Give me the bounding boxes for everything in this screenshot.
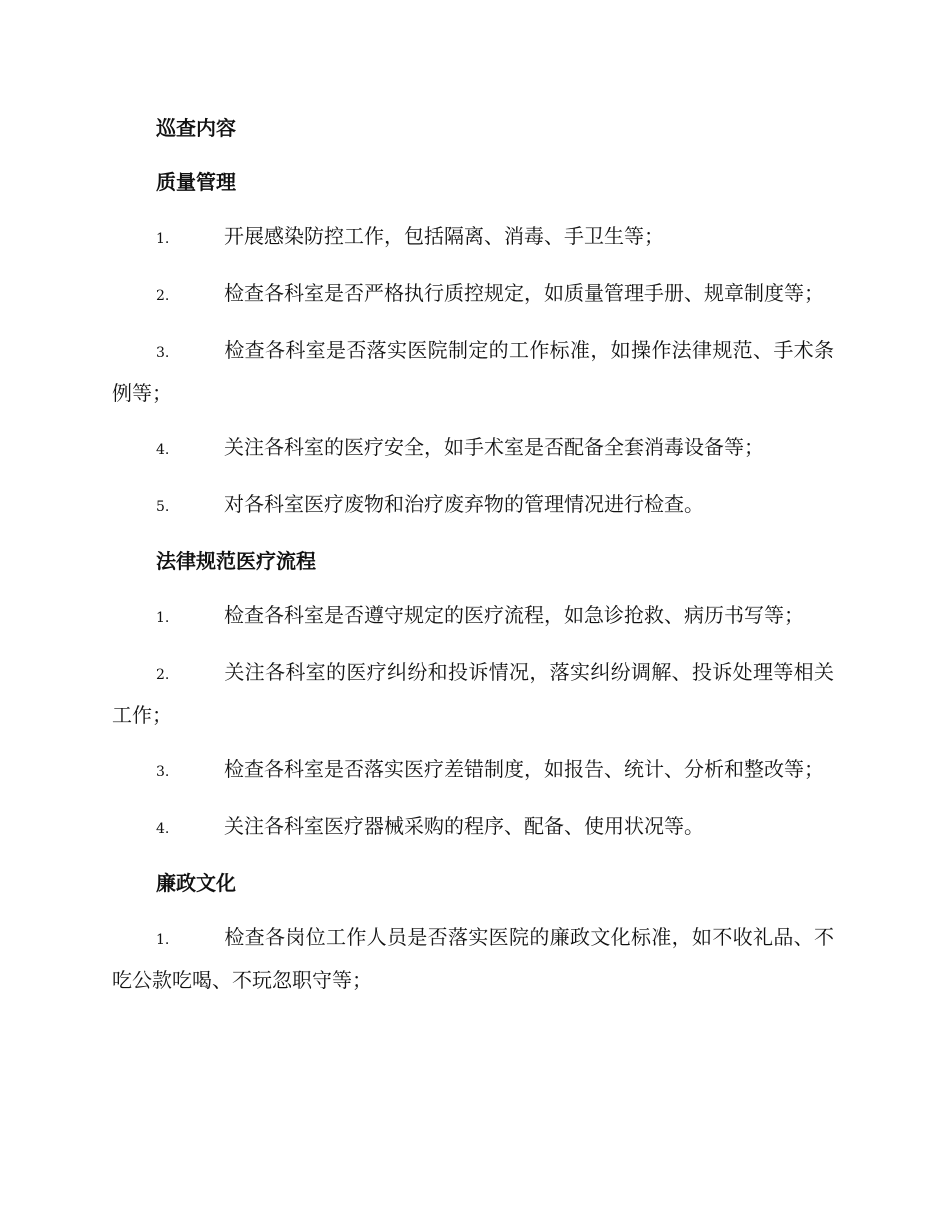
item-text: 开展感染防控工作，包括隔离、消毒、手卫生等； [224,224,664,248]
item-number: 1. [156,231,170,247]
list-item [112,273,834,316]
item-number: 1. [156,610,170,626]
list-item [112,484,834,527]
item-number: 2. [156,667,170,683]
item-number: 3. [156,345,170,361]
item-text: 检查各科室是否遵守规定的医疗流程，如急诊抢救、病历书写等； [224,603,804,627]
item-number: 3. [156,764,170,780]
item-text: 检查各科室是否落实医疗差错制度，如报告、统计、分析和整改等； [224,757,824,781]
list-item [112,749,834,792]
item-text: 关注各科室的医疗安全，如手术室是否配备全套消毒设备等； [224,435,764,459]
list-item [112,330,834,413]
section-heading-integrity-culture: 廉政文化 [156,871,236,895]
section-heading-quality: 质量管理 [156,170,236,194]
item-number: 1. [156,932,170,948]
document-title: 巡查内容 [156,116,236,140]
list-item [112,427,834,470]
item-number: 5. [156,499,170,515]
list-item [112,652,834,735]
item-text: 关注各科室的医疗纠纷和投诉情况，落实纠纷调解、投诉处理等相关工作； [112,660,834,727]
item-text: 检查各岗位工作人员是否落实医院的廉政文化标准，如不收礼品、不吃公款吃喝、不玩忽职守等； [112,925,834,992]
item-text: 对各科室医疗废物和治疗废弃物的管理情况进行检查。 [224,492,704,516]
item-number: 4. [156,442,170,458]
item-text: 关注各科室医疗器械采购的程序、配备、使用状况等。 [224,814,704,838]
item-text: 检查各科室是否落实医院制定的工作标准，如操作法律规范、手术条例等； [112,338,834,405]
list-item [112,216,834,259]
item-number: 4. [156,821,170,837]
document-body [112,108,834,1014]
section-heading-legal-process: 法律规范医疗流程 [156,549,316,573]
list-item [112,595,834,638]
list-item [112,917,834,1000]
item-number: 2. [156,288,170,304]
item-text: 检查各科室是否严格执行质控规定，如质量管理手册、规章制度等； [224,281,824,305]
list-item [112,806,834,849]
